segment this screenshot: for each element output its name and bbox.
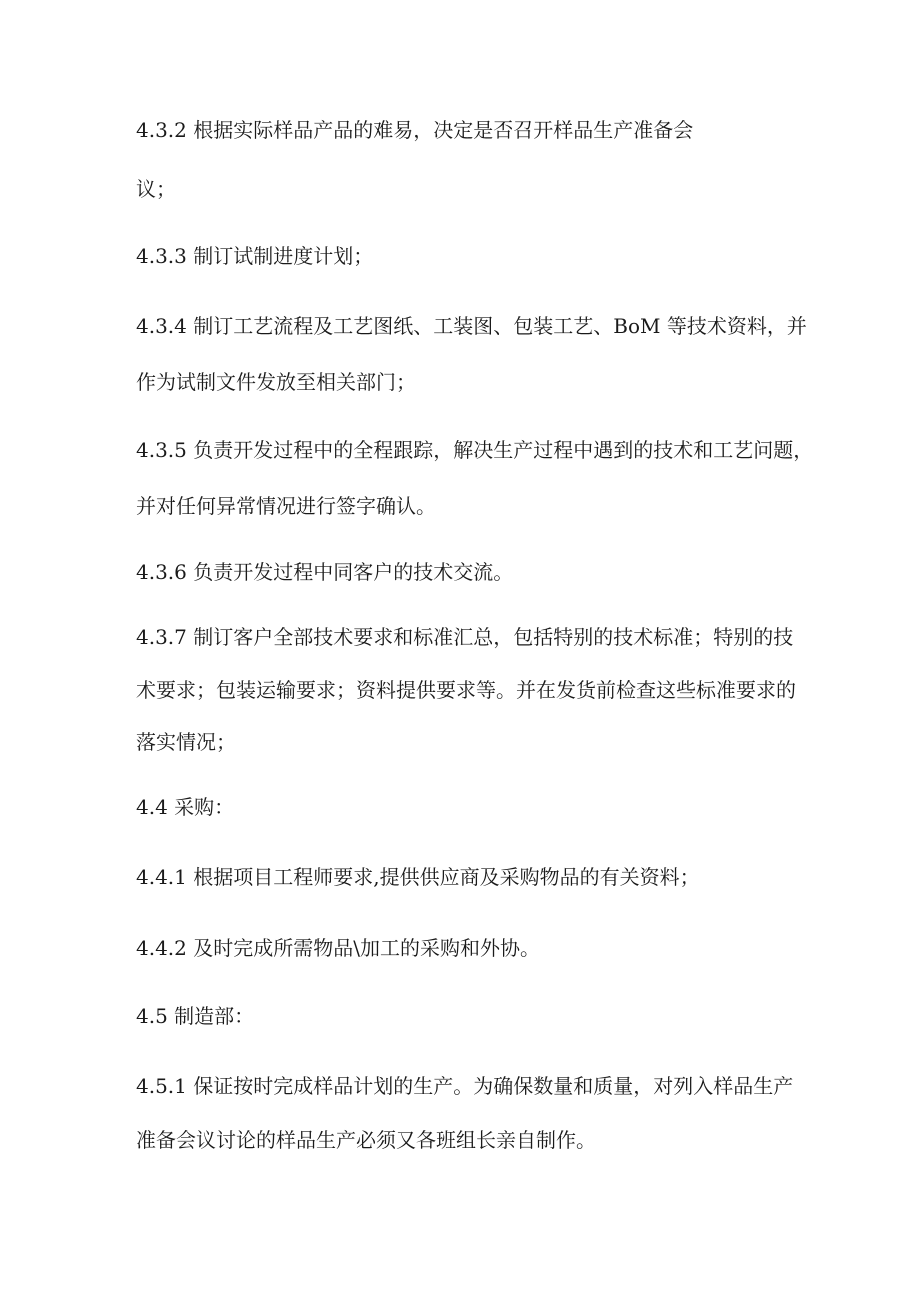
text-line-4-3-7-cont-2: 落实情况； xyxy=(136,730,236,754)
text-line-4-5-1-cont: 准备会议讨论的样品生产必须又各班组长亲自制作。 xyxy=(136,1128,596,1152)
text-line-4-3-4-cont: 作为试制文件发放至相关部门； xyxy=(136,370,416,394)
text-line-4-3-6: 4.3.6 负责开发过程中同客户的技术交流。 xyxy=(136,560,514,584)
text-line-4-3-4: 4.3.4 制订工艺流程及工艺图纸、工装图、包装工艺、BoM 等技术资料，并 xyxy=(136,314,807,338)
text-line-4-4: 4.4 采购： xyxy=(136,795,235,819)
text-line-4-3-2: 4.3.2 根据实际样品产品的难易，决定是否召开样品生产准备会 xyxy=(136,118,694,142)
text-line-4-3-7: 4.3.7 制订客户全部技术要求和标准汇总，包括特别的技术标准；特别的技 xyxy=(136,625,794,649)
text-line-4-5-1: 4.5.1 保证按时完成样品计划的生产。为确保数量和质量，对列入样品生产 xyxy=(136,1074,794,1098)
text-line-4-3-5-cont: 并对任何异常情况进行签字确认。 xyxy=(136,494,436,518)
text-line-4-3-2-cont: 议； xyxy=(136,177,176,201)
text-line-4-5: 4.5 制造部： xyxy=(136,1004,255,1028)
text-line-4-3-7-cont-1: 术要求；包装运输要求；资料提供要求等。并在发货前检查这些标准要求的 xyxy=(136,678,796,702)
text-line-4-3-3: 4.3.3 制订试制进度计划； xyxy=(136,244,374,268)
text-line-4-4-1: 4.4.1 根据项目工程师要求,提供供应商及采购物品的有关资料； xyxy=(136,865,700,889)
text-line-4-3-5: 4.3.5 负责开发过程中的全程跟踪，解决生产过程中遇到的技术和工艺问题， xyxy=(136,438,814,462)
text-line-4-4-2: 4.4.2 及时完成所需物品\加工的采购和外协。 xyxy=(136,936,540,960)
